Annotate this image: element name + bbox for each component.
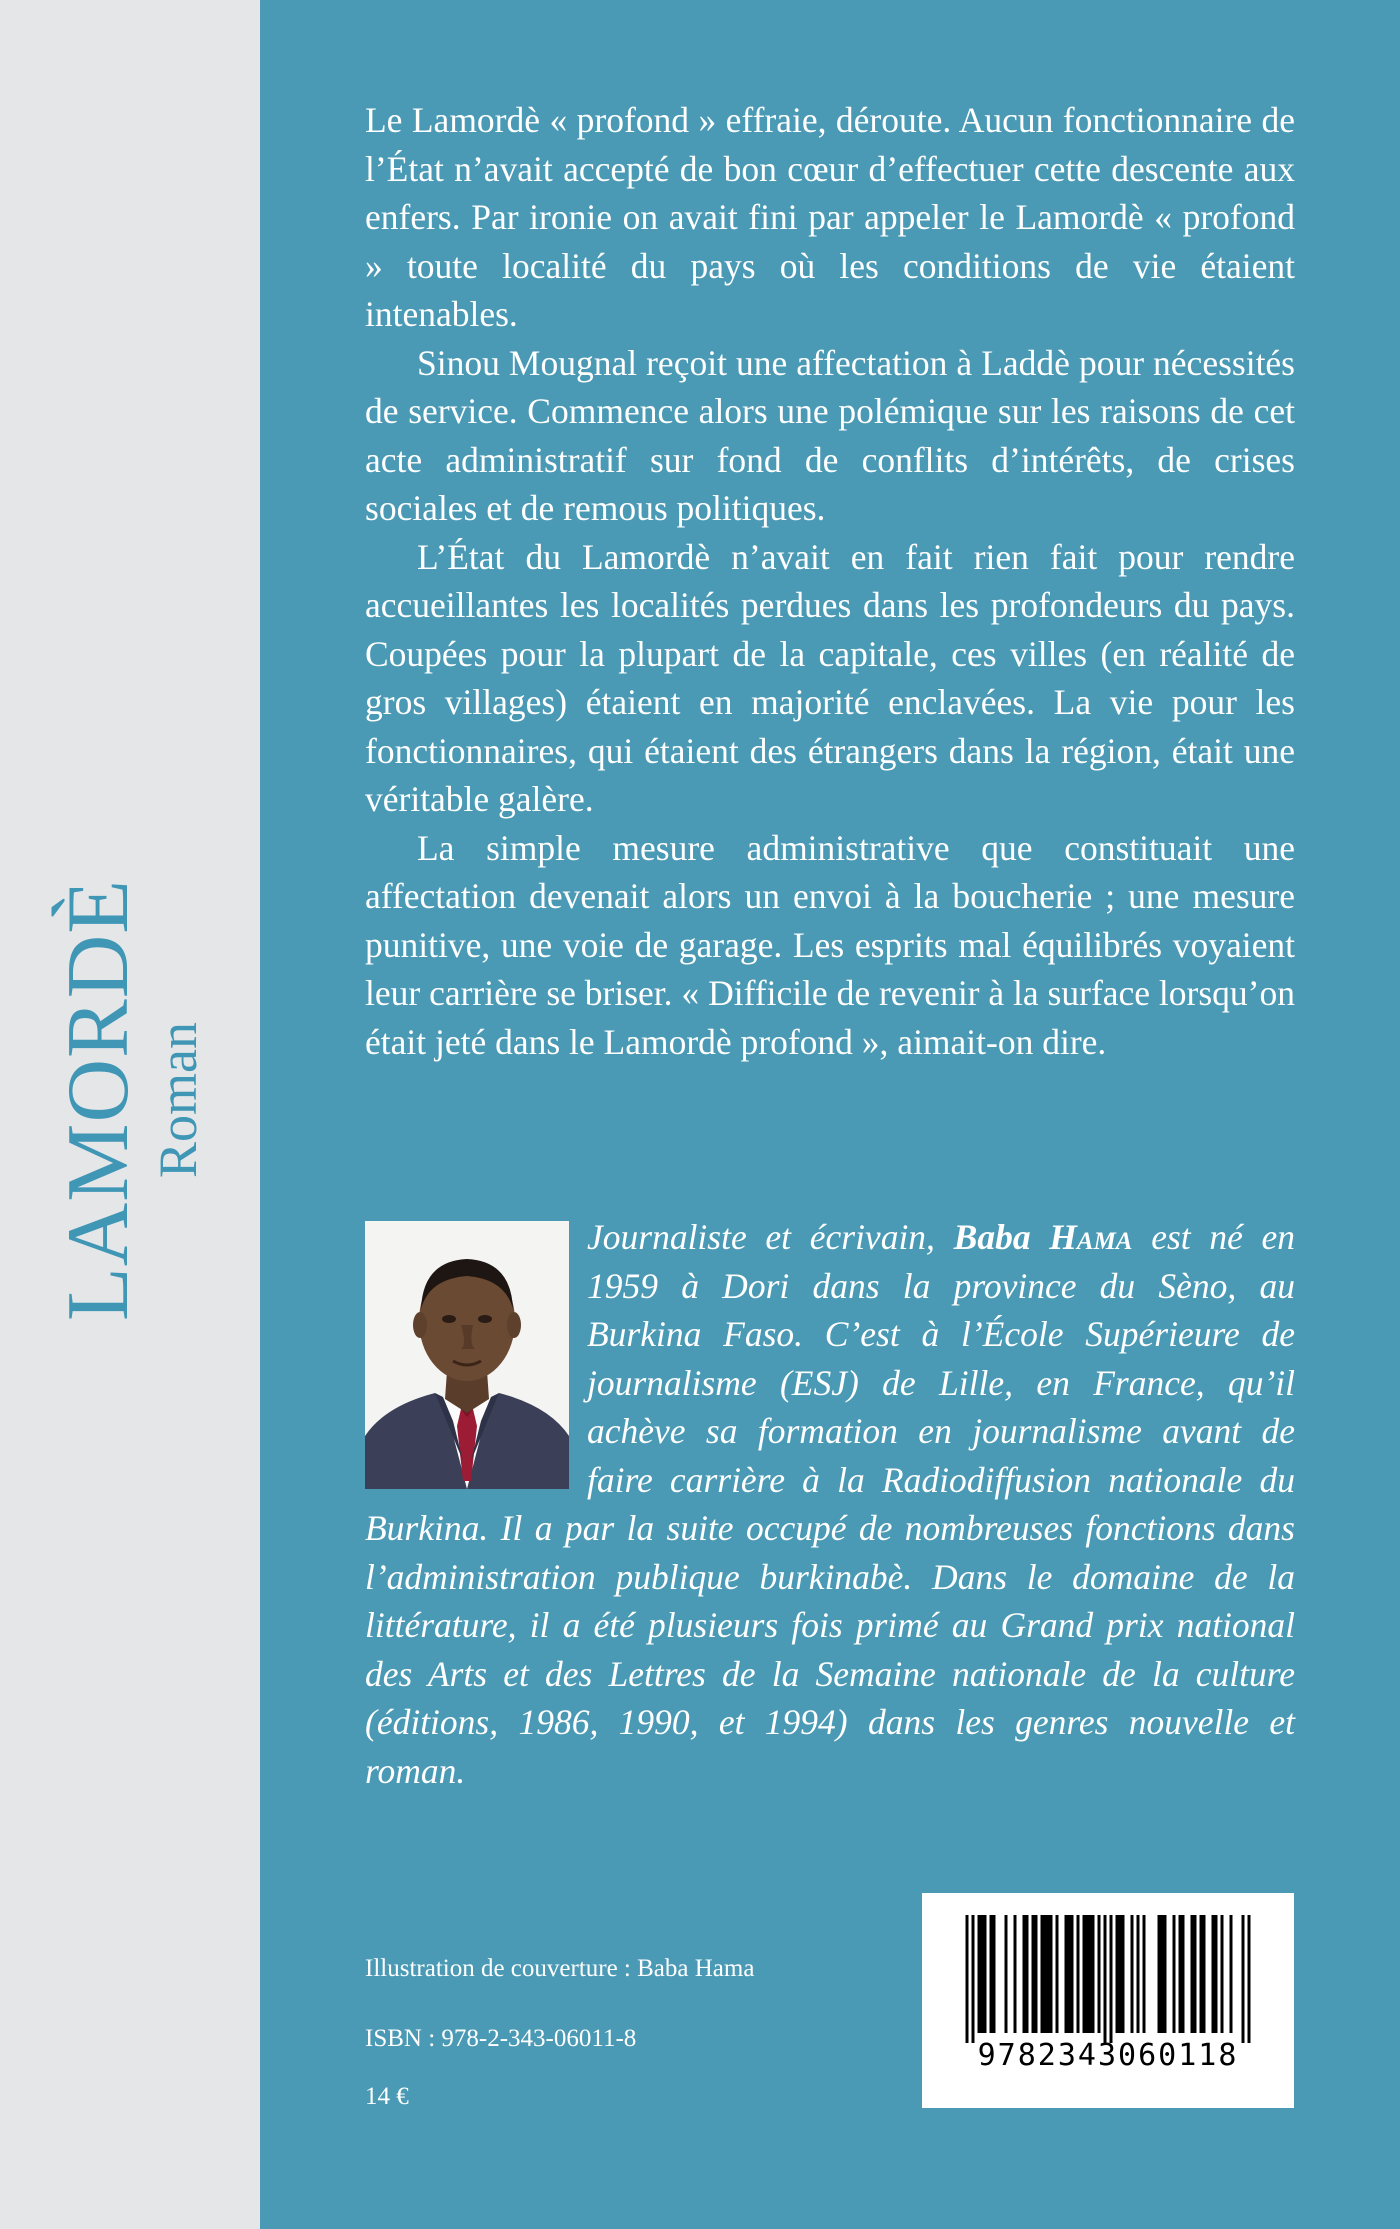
barcode-bar — [1143, 1915, 1146, 2033]
barcode-bar — [972, 1915, 975, 2043]
barcode-bar — [1137, 1915, 1140, 2033]
author-first-name: Baba — [953, 1217, 1031, 1257]
barcode-bar — [1065, 1915, 1074, 2033]
barcode-bar — [1248, 1915, 1251, 2043]
barcode-bar — [1110, 1915, 1113, 2043]
barcode-bar — [1104, 1915, 1107, 2043]
barcode-bar — [1230, 1915, 1233, 2033]
barcode-bar — [1179, 1915, 1185, 2033]
bio-text: est né en 1959 à Dori dans la province du Sèno, au Burkina Faso. C’est à l’École Supérieure de journalisme (ESJ) de Lille, en France, qu’il achève sa formation en journalisme avant de faire carrière à la Radiodiffusion nationale du Burkina. Il a par la suite occupé de nombreuses fonctions dans l’administration publique burkinabè. Dans le domaine de la littérature, il a été plusieurs fois primé au Grand prix national des Arts et des Lettres de la Semaine nationale de la culture (éditions, 1986, 1990, et 1994) dans les genres nouvelle et roman. — [365, 1217, 1296, 1791]
spine-panel — [0, 0, 260, 2229]
barcode-bar — [1158, 1915, 1167, 2033]
barcode-bar — [1014, 1915, 1017, 2033]
blurb-paragraph: Sinou Mougnal reçoit une affectation à Laddè pour nécessités de service. Commence alors une polémique sur les raisons de cet acte administratif sur fond de conflits d’intérêts, de crises sociales et de remous politiques. — [365, 342, 1295, 528]
barcode-bar — [966, 1915, 969, 2043]
author-last-name: Hama — [1049, 1217, 1133, 1257]
barcode-bar — [1221, 1915, 1224, 2033]
barcode-bar — [990, 1915, 996, 2033]
barcode-bar — [1005, 1915, 1008, 2033]
illustration-credit: Illustration de couverture : Baba Hama — [365, 1955, 755, 1982]
barcode-bar — [1242, 1915, 1245, 2043]
barcode-bar — [1032, 1915, 1038, 2033]
author-bio — [365, 1213, 1295, 1795]
barcode-bar — [1200, 1915, 1206, 2033]
barcode-bar — [1212, 1915, 1218, 2033]
barcode-bar — [1056, 1915, 1059, 2033]
barcode — [922, 1893, 1294, 2108]
barcode-number: 9782343060118 — [977, 2038, 1239, 2073]
price-label: 14 € — [365, 2083, 409, 2110]
barcode-bar — [1116, 1915, 1125, 2033]
blurb-paragraph: L’État du Lamordè n’avait en fait rien fait pour rendre accueillantes les localités perdues dans les profondeurs du pays. Coupées pour la plupart de la capitale, ces villes (en réalité de gros villages) étaient en majorité enclavées. La vie pour les fonctionnaires, qui étaient des étrangers dans la région, était une véritable galère. — [365, 536, 1295, 819]
blurb-paragraph: Le Lamordè « profond » effraie, déroute. Aucun fonctionnaire de l’État n’avait accepté de bon cœur d’effectuer cette descente aux enfers. Par ironie on avait fini par appeler le Lamordè « profond » toute localité du pays où les conditions de vie étaient intenables. — [365, 100, 1295, 334]
spine-title: LAMORDÈ — [50, 878, 147, 1322]
blurb-text — [365, 96, 1295, 1066]
spine-title-block — [50, 878, 208, 1322]
barcode-bar — [1023, 1915, 1029, 2033]
author-photo — [365, 1221, 569, 1489]
barcode-bar — [1083, 1915, 1095, 2033]
bio-intro: Journaliste et écrivain, — [587, 1217, 935, 1257]
barcode-bars — [922, 1893, 1294, 2043]
barcode-bar — [1077, 1915, 1080, 2033]
isbn-label: ISBN : 978-2-343-06011-8 — [365, 2025, 637, 2052]
barcode-bar — [1041, 1915, 1053, 2033]
barcode-bar — [1191, 1915, 1197, 2033]
barcode-bar — [978, 1915, 987, 2033]
barcode-bar — [1173, 1915, 1176, 2033]
back-cover — [260, 0, 1400, 2229]
barcode-bar — [1131, 1915, 1134, 2033]
spine-subtitle: Roman — [148, 1022, 208, 1179]
barcode-bar — [1098, 1915, 1101, 2033]
blurb-paragraph: La simple mesure administrative que constituait une affectation devenait alors un envoi à la boucherie ; une mesure punitive, une voie de garage. Les esprits mal équilibrés voyaient leur carrière se briser. « Difficile de revenir à la surface lorsqu’on était jeté dans le Lamordè profond », aimait-on dire. — [365, 827, 1295, 1062]
